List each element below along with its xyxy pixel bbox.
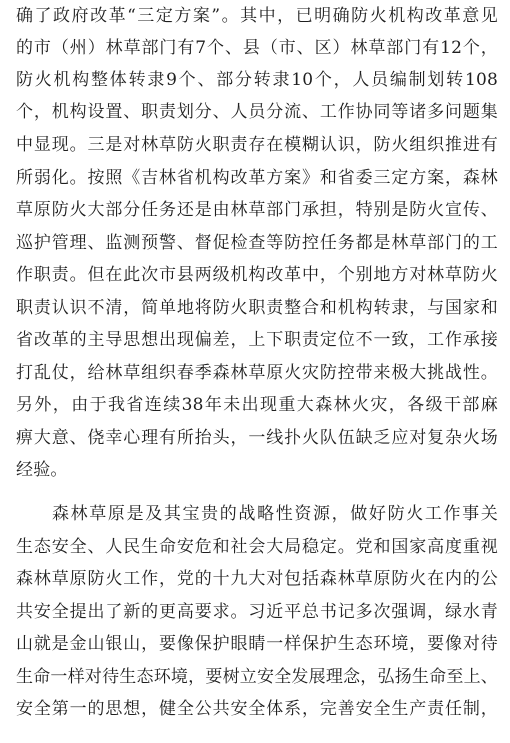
text-line: 安全第一的思想，健全公共安全体系，完善安全生产责任制， [16, 699, 498, 719]
text-line: 另外，由于我省连续38年未出现重大森林火灾，各级干部麻 [16, 395, 498, 415]
text-line: 经验。 [16, 460, 68, 480]
text-line: 的市（州）林草部门有7个、县（市、区）林草部门有12个， [16, 38, 498, 58]
text-line: 山就是金山银山，要像保护眼睛一样保护生态环境，要像对待 [16, 634, 498, 654]
text-line: 个，机构设置、职责划分、人员分流、工作协同等诸多问题集 [16, 102, 498, 122]
text-line: 职责认识不清，简单地将防火职责整合和机构转隶，与国家和 [16, 298, 498, 318]
paragraph-first-line: 森林草原是及其宝贵的战略性资源，做好防火工作事关 [52, 504, 498, 524]
text-line: 巡护管理、监测预警、督促检查等防控任务都是林草部门的工 [16, 233, 498, 253]
text-line: 生命一样对待生态环境，要树立安全发展理念，弘扬生命至上、 [16, 667, 498, 687]
text-line: 所弱化。按照《吉林省机构改革方案》和省委三定方案，森林 [16, 168, 498, 188]
text-line: 生态安全、人民生命安危和社会大局稳定。党和国家高度重视 [16, 537, 498, 557]
text-line: 确了政府改革“三定方案”。其中，已明确防火机构改革意见 [16, 6, 498, 26]
text-line: 防火机构整体转隶9个、部分转隶10个，人员编制划转108 [16, 70, 498, 90]
text-line: 作职责。但在此次市县两级机构改革中，个别地方对林草防火 [16, 265, 498, 285]
text-line: 打乱仗，给林草组织春季森林草原火灾防控带来极大挑战性。 [16, 363, 498, 383]
text-line: 中显现。三是对林草防火职责存在模糊认识，防火组织推进有 [16, 135, 498, 155]
text-line: 森林草原防火工作，党的十九大对包括森林草原防火在内的公 [16, 569, 498, 589]
text-line: 草原防火大部分任务还是由林草部门承担，特别是防火宣传、 [16, 200, 498, 220]
text-line: 痹大意、侥幸心理有所抬头，一线扑火队伍缺乏应对复杂火场 [16, 428, 498, 448]
text-line: 共安全提出了新的更高要求。习近平总书记多次强调，绿水青 [16, 602, 498, 622]
text-line: 省改革的主导思想出现偏差，上下职责定位不一致，工作承接 [16, 330, 498, 350]
